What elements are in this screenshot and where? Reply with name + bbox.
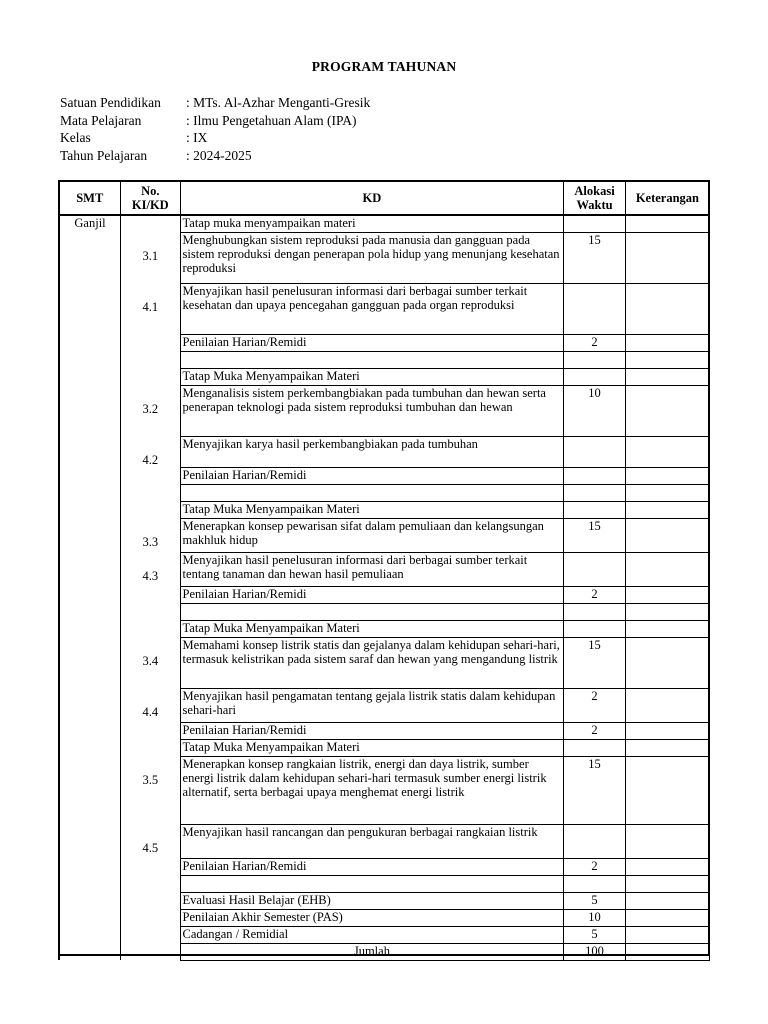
kd-description-cell: Tatap muka menyampaikan materi [180, 215, 564, 232]
kd-description-cell: Menyajikan hasil rancangan dan pengukuran berbagai rangkaian listrik [180, 824, 564, 858]
table-row [59, 518, 710, 552]
page-title: PROGRAM TAHUNAN [311, 59, 457, 74]
empty-cell [564, 484, 626, 501]
empty-cell [180, 484, 564, 501]
table-row [59, 909, 710, 926]
kd-number-cell [121, 586, 181, 603]
remarks-cell [625, 824, 709, 858]
kd-number-cell [121, 368, 181, 385]
allocation-cell [564, 620, 626, 637]
empty-cell [625, 351, 709, 368]
empty-cell [625, 603, 709, 620]
remarks-cell [625, 586, 709, 603]
kd-description-cell: Penilaian Harian/Remidi [180, 586, 564, 603]
remarks-cell [625, 283, 709, 334]
kd-description-cell: Penilaian Harian/Remidi [180, 467, 564, 484]
table-row [59, 858, 710, 875]
kd-description-cell: Menyajikan hasil penelusuran informasi dari berbagai sumber terkait kesehatan dan upaya pencegahan gangguan pada organ reproduksi [180, 283, 564, 334]
kd-number-cell: 4.1 [121, 283, 181, 334]
table-row [59, 926, 710, 943]
empty-cell [180, 351, 564, 368]
kd-description-cell: Menerapkan konsep pewarisan sifat dalam pemuliaan dan kelangsungan makhluk hidup [180, 518, 564, 552]
remarks-cell [625, 722, 709, 739]
empty-cell [564, 875, 626, 892]
kd-description-cell: Menghubungkan sistem reproduksi pada manusia dan gangguan pada sistem reproduksi dengan penerapan pola hidup yang menunjang kesehatan reproduksi [180, 232, 564, 283]
semester-cell: Ganjil [59, 215, 121, 960]
table-row [59, 467, 710, 484]
info-label: Tahun Pelajaran [60, 147, 148, 163]
remarks-cell [625, 637, 709, 688]
allocation-cell [564, 215, 626, 232]
kd-number-cell [121, 620, 181, 637]
remarks-cell [625, 215, 709, 232]
table-row [59, 215, 710, 232]
kd-description-cell: Menganalisis sistem perkembangbiakan pada tumbuhan dan hewan serta penerapan teknologi pada sistem reproduksi tumbuhan dan hewan [180, 385, 564, 436]
table-row [59, 722, 710, 739]
total-value: 100 [564, 943, 626, 960]
table-row [59, 688, 710, 722]
kd-number-cell: 3.2 [121, 385, 181, 436]
header-alokasi: Alokasi Waktu [564, 181, 626, 216]
table-row [59, 552, 710, 586]
kd-description-cell: Menyajikan karya hasil perkembangbiakan pada tumbuhan [180, 436, 564, 467]
kd-number-cell [121, 858, 181, 875]
allocation-cell [564, 436, 626, 467]
remarks-cell [625, 518, 709, 552]
table-row [59, 892, 710, 909]
empty-cell [625, 875, 709, 892]
kd-description-cell: Menerapkan konsep rangkaian listrik, energi dan daya listrik, sumber energi listrik dalam kehidupan sehari-hari termasuk sumber energi listrik alternatif, serta berbagai upaya menghemat energi listrik [180, 756, 564, 824]
spacer-row [59, 351, 710, 368]
allocation-cell: 2 [564, 858, 626, 875]
info-row [60, 129, 370, 147]
table-row [59, 824, 710, 858]
spacer-row [59, 875, 710, 892]
kd-description-cell: Tatap Muka Menyampaikan Materi [180, 739, 564, 756]
kd-description-cell: Tatap Muka Menyampaikan Materi [180, 368, 564, 385]
allocation-cell [564, 501, 626, 518]
header-keterangan: Keterangan [625, 181, 709, 216]
empty-cell [121, 484, 181, 501]
kd-description-cell: Tatap Muka Menyampaikan Materi [180, 501, 564, 518]
allocation-cell [564, 467, 626, 484]
remarks-cell [625, 385, 709, 436]
empty-cell [564, 351, 626, 368]
remarks-cell [625, 368, 709, 385]
kd-description-cell: Penilaian Akhir Semester (PAS) [180, 909, 564, 926]
info-row [60, 147, 370, 165]
table-row [59, 232, 710, 283]
kd-number-cell [121, 467, 181, 484]
info-label: Satuan Pendidikan [60, 95, 161, 110]
allocation-cell: 15 [564, 756, 626, 824]
remarks-cell [625, 232, 709, 283]
allocation-cell: 10 [564, 385, 626, 436]
allocation-cell: 15 [564, 637, 626, 688]
spacer-row [59, 603, 710, 620]
kd-number-cell: 4.5 [121, 824, 181, 858]
remarks-cell [625, 756, 709, 824]
allocation-cell [564, 824, 626, 858]
remarks-cell [625, 858, 709, 875]
remarks-cell [625, 501, 709, 518]
header-no: No. KI/KD [121, 181, 181, 216]
kd-number-cell [121, 334, 181, 351]
table-body [59, 215, 710, 960]
empty-cell [121, 875, 181, 892]
info-value: : 2024-2025 [186, 147, 252, 163]
kd-number-cell: 3.4 [121, 637, 181, 688]
spacer-row [59, 484, 710, 501]
table-row [59, 637, 710, 688]
table-row [59, 385, 710, 436]
header-smt: SMT [59, 181, 121, 216]
empty-cell [121, 892, 181, 909]
table-row [59, 501, 710, 518]
allocation-cell: 2 [564, 688, 626, 722]
kd-description-cell: Cadangan / Remidial [180, 926, 564, 943]
total-row [59, 943, 710, 960]
kd-number-cell [121, 739, 181, 756]
kd-description-cell: Penilaian Harian/Remidi [180, 722, 564, 739]
info-value: : IX [186, 130, 208, 145]
kd-number-cell: 3.3 [121, 518, 181, 552]
empty-cell [564, 603, 626, 620]
table-row [59, 586, 710, 603]
remarks-cell [625, 467, 709, 484]
allocation-cell: 5 [564, 892, 626, 909]
empty-cell [121, 603, 181, 620]
remarks-cell [625, 436, 709, 467]
kd-number-cell: 4.2 [121, 436, 181, 467]
table-row [59, 620, 710, 637]
table-row [59, 436, 710, 467]
table-row [59, 368, 710, 385]
kd-number-cell: 4.3 [121, 552, 181, 586]
kd-number-cell [121, 215, 181, 232]
remarks-cell [625, 892, 709, 909]
kd-number-cell [121, 501, 181, 518]
remarks-cell [625, 943, 709, 960]
kd-number-cell: 3.5 [121, 756, 181, 824]
empty-cell [121, 943, 181, 960]
info-row [60, 112, 370, 130]
table-row [59, 739, 710, 756]
table-header-row [59, 181, 710, 216]
info-value: : Ilmu Pengetahuan Alam (IPA) [186, 112, 357, 128]
table-row [59, 756, 710, 824]
empty-cell [180, 875, 564, 892]
info-label: Mata Pelajaran [60, 112, 142, 128]
remarks-cell [625, 620, 709, 637]
kd-description-cell: Penilaian Harian/Remidi [180, 334, 564, 351]
remarks-cell [625, 552, 709, 586]
info-value: : MTs. Al-Azhar Menganti-Gresik [186, 95, 371, 110]
kd-description-cell: Memahami konsep listrik statis dan gejalanya dalam kehidupan sehari-hari, termasuk kelistrikan pada sistem saraf dan hewan yang mengandung listrik [180, 637, 564, 688]
kd-description-cell: Menyajikan hasil pengamatan tentang gejala listrik statis dalam kehidupan sehari-hari [180, 688, 564, 722]
kd-description-cell: Tatap Muka Menyampaikan Materi [180, 620, 564, 637]
allocation-cell: 2 [564, 586, 626, 603]
allocation-cell [564, 739, 626, 756]
kd-description-cell: Menyajikan hasil penelusuran informasi dari berbagai sumber terkait tentang tanaman dan hewan hasil pemuliaan [180, 552, 564, 586]
empty-cell [180, 603, 564, 620]
total-label: Jumlah [180, 943, 564, 960]
remarks-cell [625, 334, 709, 351]
allocation-cell [564, 368, 626, 385]
remarks-cell [625, 739, 709, 756]
empty-cell [625, 484, 709, 501]
kd-number-cell: 3.1 [121, 232, 181, 283]
allocation-cell [564, 552, 626, 586]
table-row [59, 283, 710, 334]
allocation-cell: 5 [564, 926, 626, 943]
allocation-cell: 15 [564, 518, 626, 552]
header-kd: KD [180, 181, 564, 216]
document-info [60, 94, 370, 164]
allocation-cell: 2 [564, 722, 626, 739]
kd-number-cell: 4.4 [121, 688, 181, 722]
info-label: Kelas [60, 130, 91, 145]
program-table [58, 180, 710, 961]
empty-cell [121, 909, 181, 926]
remarks-cell [625, 688, 709, 722]
kd-number-cell [121, 722, 181, 739]
kd-description-cell: Evaluasi Hasil Belajar (EHB) [180, 892, 564, 909]
empty-cell [121, 351, 181, 368]
allocation-cell: 10 [564, 909, 626, 926]
remarks-cell [625, 926, 709, 943]
allocation-cell: 15 [564, 232, 626, 283]
empty-cell [121, 926, 181, 943]
allocation-cell: 2 [564, 334, 626, 351]
table-row [59, 334, 710, 351]
remarks-cell [625, 909, 709, 926]
allocation-cell [564, 283, 626, 334]
info-row [60, 94, 370, 112]
kd-description-cell: Penilaian Harian/Remidi [180, 858, 564, 875]
